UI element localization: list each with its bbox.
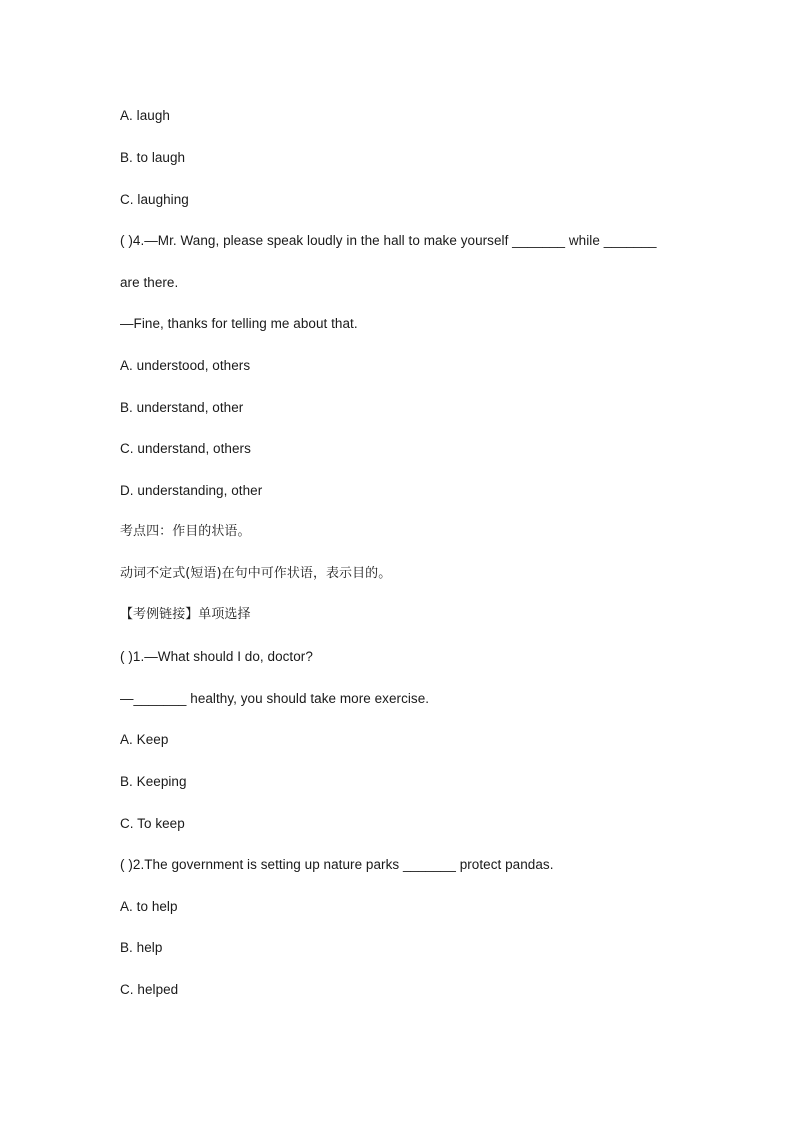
- q1-option-a: A. Keep: [120, 732, 169, 747]
- q2-option-c: C. helped: [120, 982, 179, 997]
- q1-option-b: B. Keeping: [120, 774, 187, 789]
- q2-option-a: A. to help: [120, 899, 178, 914]
- option-b-to-laugh: B. to laugh: [120, 150, 186, 165]
- section-heading-point-four: 考点四：作目的状语。: [120, 524, 251, 539]
- q4-option-d: D. understanding, other: [120, 483, 263, 498]
- section-explanation: 动词不定式(短语)在句中可作状语，表示目的。: [120, 566, 392, 581]
- example-link-heading: 【考例链接】单项选择: [120, 607, 251, 622]
- option-a-laugh: A. laugh: [120, 108, 170, 123]
- question-1: ( )1.—What should I do, doctor?: [120, 649, 313, 664]
- question-4-line-2: are there.: [120, 275, 179, 290]
- question-4-line-1: ( )4.—Mr. Wang, please speak loudly in the hall to make yourself _______ while _______: [120, 233, 657, 248]
- question-1-reply: —_______ healthy, you should take more exercise.: [120, 691, 430, 706]
- question-2: ( )2.The government is setting up nature parks _______ protect pandas.: [120, 857, 554, 872]
- q4-option-b: B. understand, other: [120, 400, 244, 415]
- option-c-laughing: C. laughing: [120, 192, 189, 207]
- q4-option-c: C. understand, others: [120, 441, 251, 456]
- q2-option-b: B. help: [120, 940, 163, 955]
- q1-option-c: C. To keep: [120, 816, 185, 831]
- q4-option-a: A. understood, others: [120, 358, 251, 373]
- question-4-reply: —Fine, thanks for telling me about that.: [120, 316, 358, 331]
